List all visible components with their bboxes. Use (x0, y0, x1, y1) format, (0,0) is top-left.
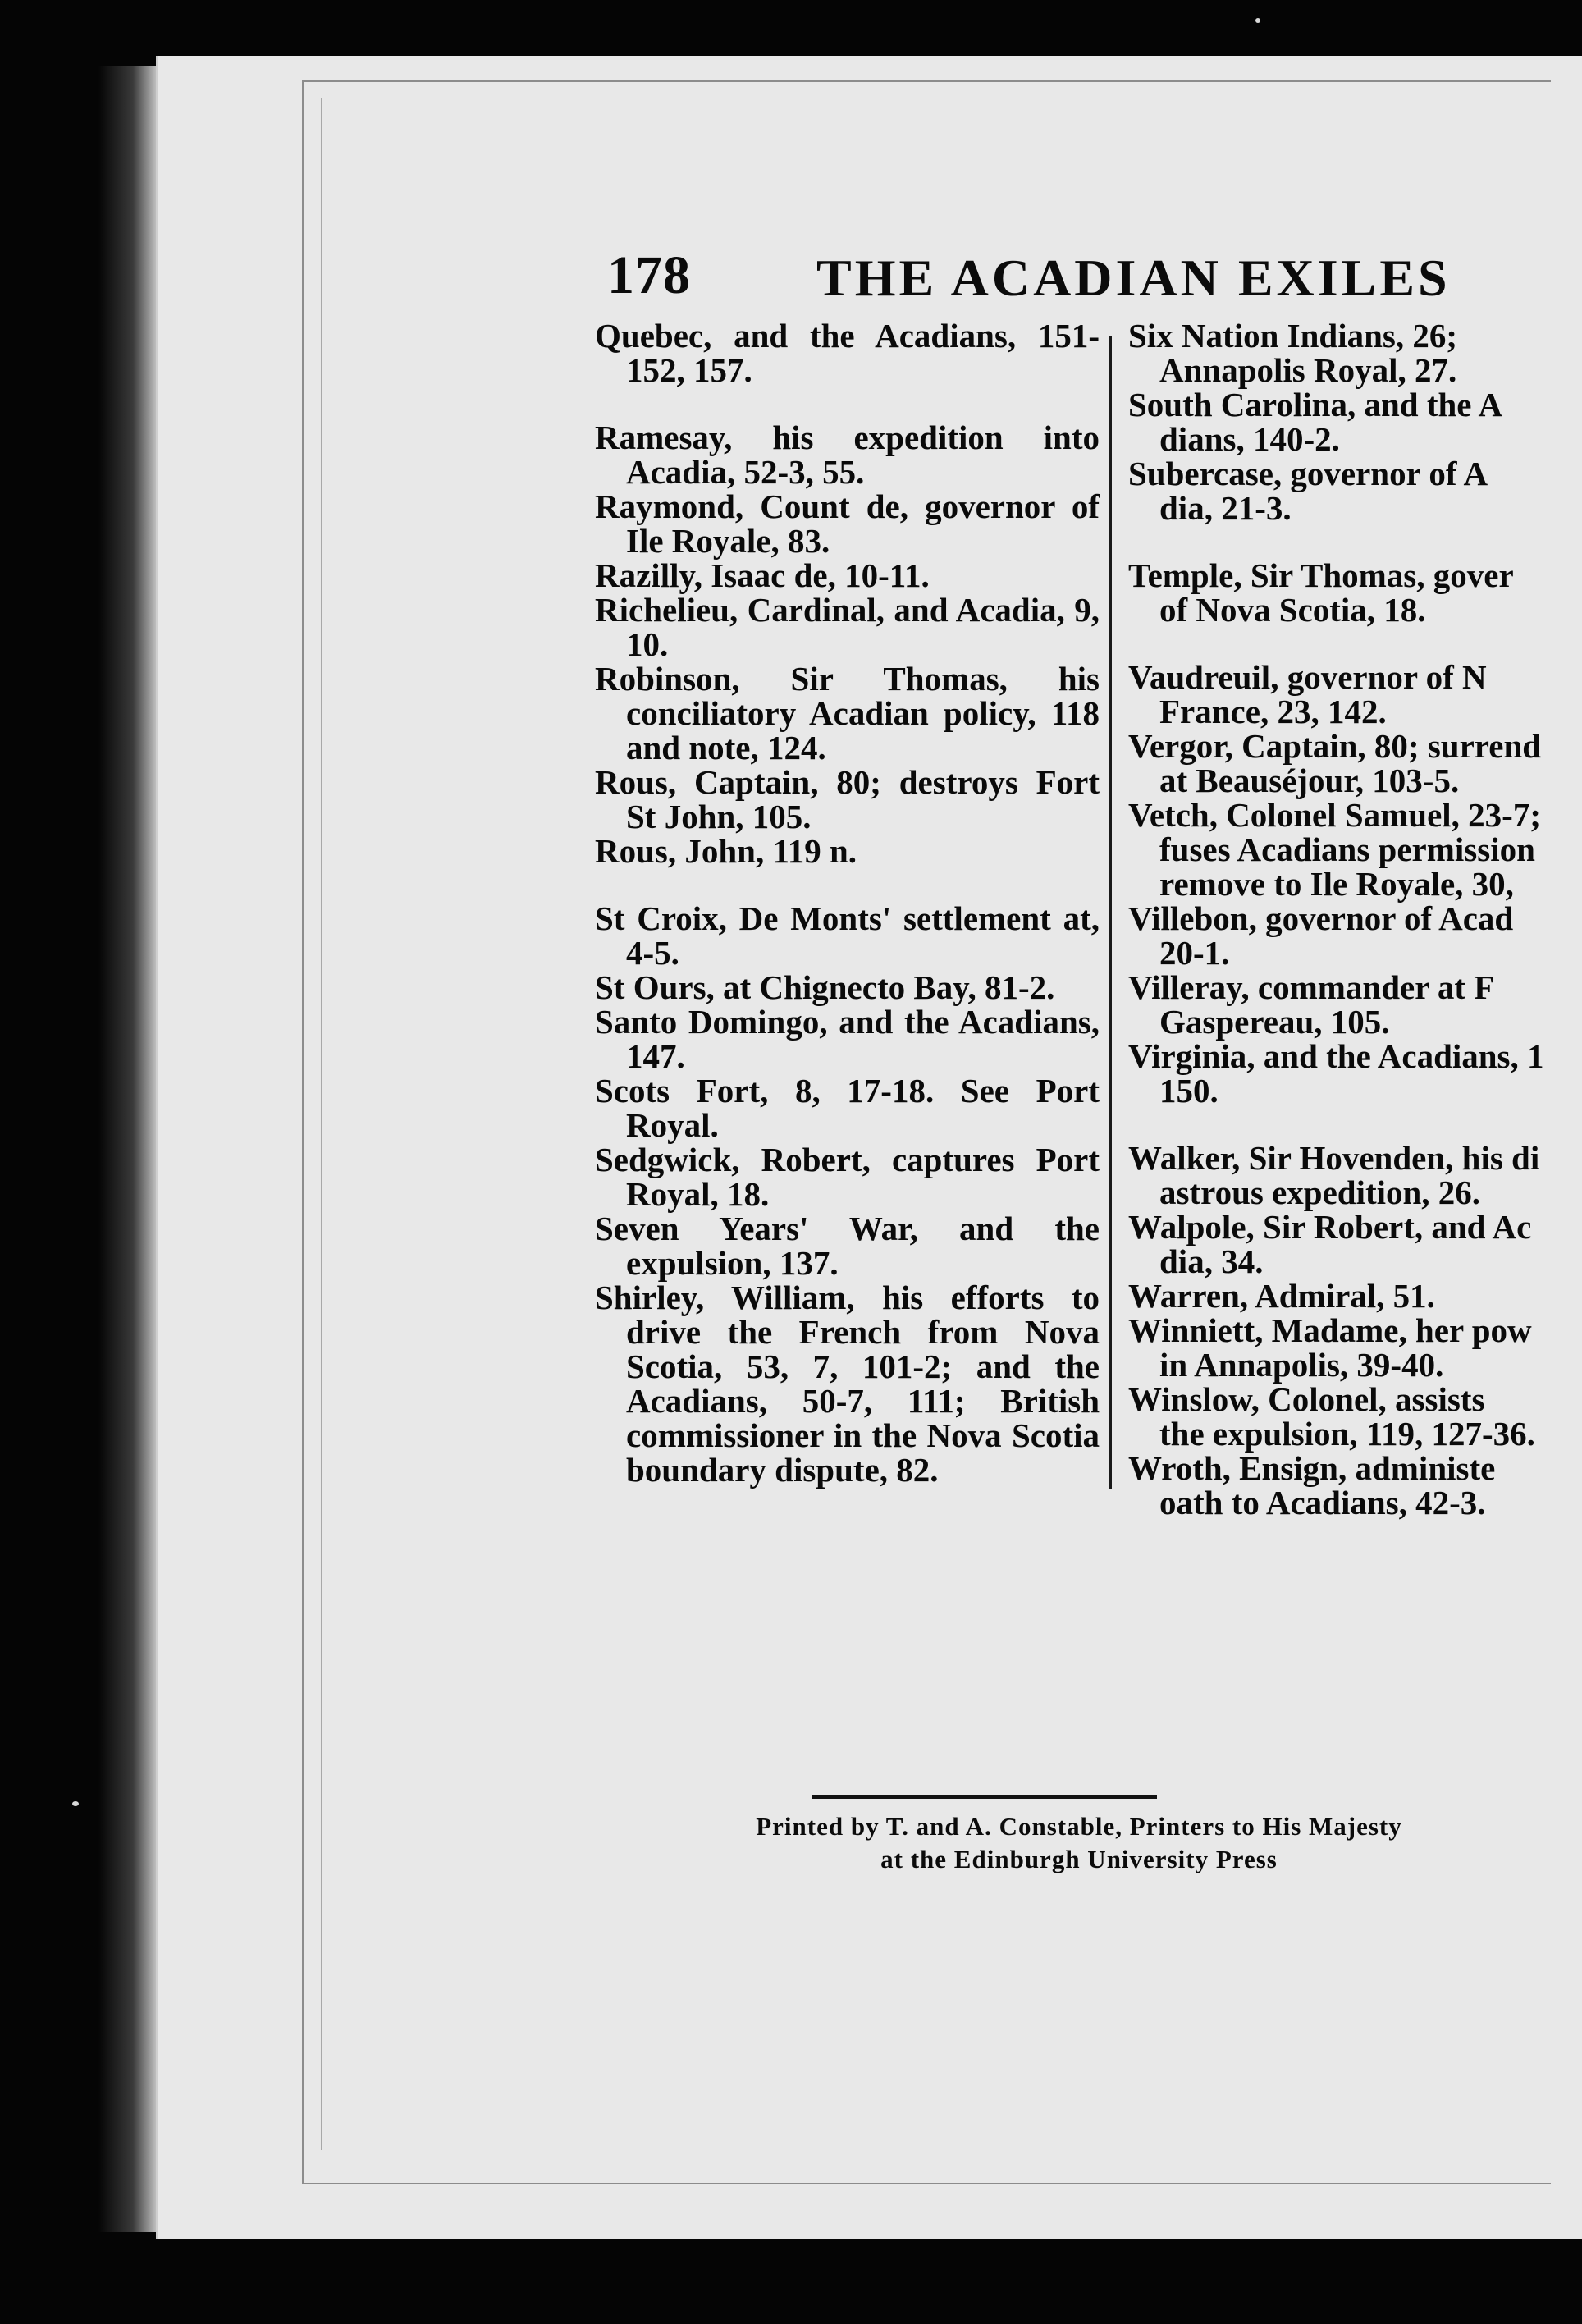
index-entry-continuation: dia, 34. (1159, 1242, 1264, 1280)
book-gutter-shadow (98, 66, 156, 2232)
index-entry-wroth: Wroth, Ensign, administe (1128, 1449, 1496, 1487)
letter-gap (1128, 525, 1582, 558)
scan-speck (1255, 18, 1260, 23)
page-number: 178 (607, 245, 691, 305)
index-entry-continuation: oath to Acadians, 42-3. (1159, 1484, 1486, 1521)
index-entry-winslow: Winslow, Colonel, assists (1128, 1380, 1485, 1418)
index-entry-continuation: Gaspereau, 105. (1159, 1003, 1390, 1041)
index-entry-continuation: dia, 21-3. (1159, 489, 1292, 527)
index-entry-vetch: Vetch, Colonel Samuel, 23-7; (1128, 796, 1541, 834)
column-divider (1109, 336, 1112, 1489)
index-entry-continuation: dians, 140-2. (1159, 420, 1340, 458)
index-entry-continuation: fuses Acadians permission (1159, 830, 1535, 868)
index-entry-continuation: Annapolis Royal, 27. (1159, 351, 1457, 389)
index-entry-continuation: 150. (1159, 1072, 1219, 1109)
index-entry-rous-john: Rous, John, 119 n. (595, 832, 857, 870)
index-entry-continuation: remove to Ile Royale, 30, (1159, 865, 1514, 903)
index-column-right (1128, 318, 1582, 1520)
index-entry-continuation: astrous expedition, 26. (1159, 1173, 1481, 1211)
imprint-line-2: at the Edinburgh University Press (880, 1845, 1278, 1873)
index-entry-shirley: Shirley, William, his efforts to drive the French from Nova Scotia, 53, 7, 101-2; and the Acadians, 50-7, 111; British commissioner in the Nova Scotia boundary dispute, 82. (595, 1279, 1100, 1489)
index-entry-continuation: at Beauséjour, 103-5. (1159, 762, 1460, 799)
index-entry-richelieu: Richelieu, Cardinal, and Acadia, 9, 10. (595, 591, 1100, 663)
index-entry-st-ours: St Ours, at Chignecto Bay, 81-2. (595, 968, 1055, 1006)
book-title: THE ACADIAN EXILES (816, 249, 1451, 307)
index-entry-vergor: Vergor, Captain, 80; surrend (1128, 727, 1542, 765)
letter-gap (595, 387, 1100, 420)
index-entry-villeray: Villeray, commander at F (1128, 968, 1495, 1006)
index-entry-winniett: Winniett, Madame, her pow (1128, 1311, 1532, 1349)
imprint-line-1: Printed by T. and A. Constable, Printers to His Majesty (756, 1812, 1402, 1841)
index-entry-razilly: Razilly, Isaac de, 10-11. (595, 556, 930, 594)
letter-gap (1128, 627, 1582, 660)
index-entry-raymond: Raymond, Count de, governor of Ile Royale, 83. (595, 487, 1100, 560)
index-entry-six-nation: Six Nation Indians, 26; (1128, 317, 1458, 355)
index-entry-robinson: Robinson, Sir Thomas, his conciliatory Acadian policy, 118 and note, 124. (595, 660, 1100, 766)
index-entry-temple: Temple, Sir Thomas, gover (1128, 556, 1514, 594)
index-entry-villebon: Villebon, governor of Acad (1128, 899, 1514, 937)
index-entry-south-carolina: South Carolina, and the A (1128, 386, 1503, 423)
index-entry-continuation: the expulsion, 119, 127-36. (1159, 1415, 1535, 1452)
letter-gap (1128, 1108, 1582, 1141)
scan-speck (72, 1801, 79, 1806)
printer-imprint (673, 1796, 1485, 1876)
index-entry-rous-captain: Rous, Captain, 80; destroys Fort St John, 105. (595, 763, 1100, 835)
index-entry-continuation: France, 23, 142. (1159, 693, 1387, 730)
index-entry-virginia: Virginia, and the Acadians, 1 (1128, 1037, 1544, 1075)
index-entry-walker: Walker, Sir Hovenden, his di (1128, 1139, 1540, 1177)
index-entry-walpole: Walpole, Sir Robert, and Ac (1128, 1208, 1532, 1246)
index-column-left (595, 318, 1100, 1487)
index-entry-seven-years-war: Seven Years' War, and the expulsion, 137. (595, 1210, 1100, 1282)
letter-gap (595, 868, 1100, 901)
index-entry-subercase: Subercase, governor of A (1128, 455, 1488, 492)
index-entry-continuation: 20-1. (1159, 934, 1230, 972)
index-entry-scots-fort: Scots Fort, 8, 17-18. See Port Royal. (595, 1072, 1100, 1144)
index-entry-sedgwick: Sedgwick, Robert, captures Port Royal, 18. (595, 1141, 1100, 1213)
index-entry-st-croix: St Croix, De Monts' settlement at, 4-5. (595, 899, 1100, 972)
running-head (607, 245, 1510, 318)
index-entry-vaudreuil: Vaudreuil, governor of N (1128, 658, 1487, 696)
index-entry-ramesay: Ramesay, his expedition into Acadia, 52-3, 55. (595, 419, 1100, 491)
index-entry-continuation: in Annapolis, 39-40. (1159, 1346, 1444, 1384)
index-entry-quebec: Quebec, and the Acadians, 151-152, 157. (595, 317, 1100, 389)
index-entry-santo-domingo: Santo Domingo, and the Acadians, 147. (595, 1003, 1100, 1075)
index-entry-continuation: of Nova Scotia, 18. (1159, 591, 1426, 629)
index-entry-warren: Warren, Admiral, 51. (1128, 1277, 1435, 1315)
